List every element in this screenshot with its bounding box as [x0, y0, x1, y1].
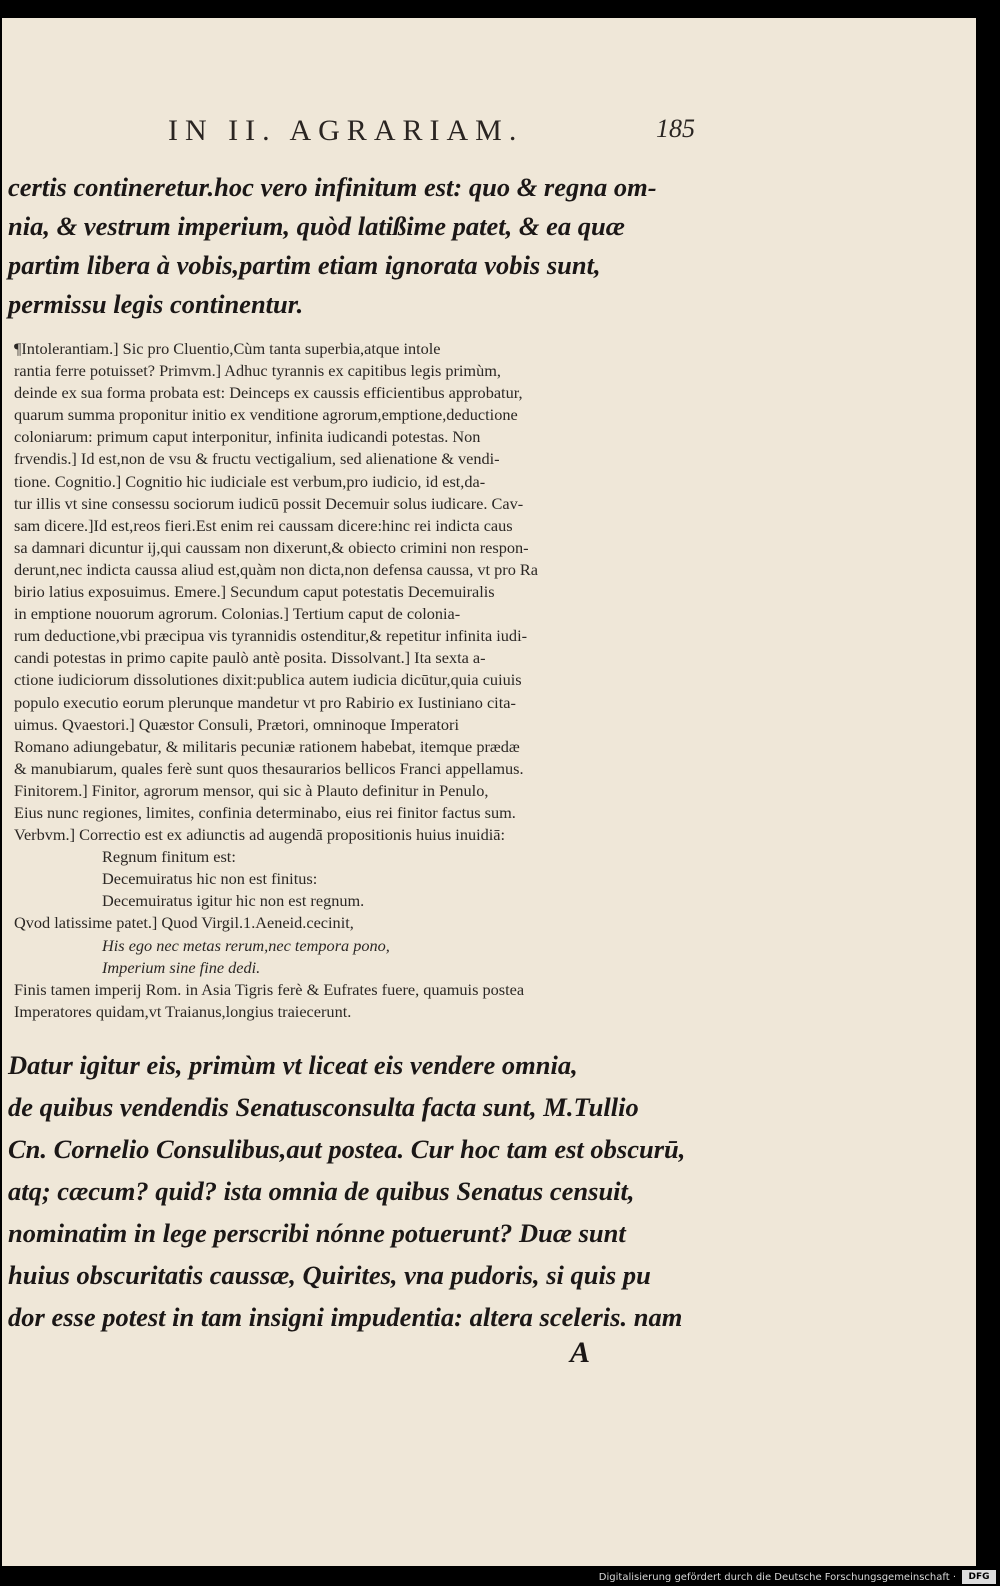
text-line: de quibus vendendis Senatusconsulta facta sunt, M.Tullio [8, 1092, 639, 1122]
catchword: A [570, 1336, 591, 1369]
text-line: permissu legis continentur. [8, 289, 304, 319]
syllogism-line: Decemuiratus igitur hic non est regnum. [102, 891, 365, 911]
text-line: nominatim in lege perscribi nónne potuerunt? Duæ sunt [8, 1218, 626, 1248]
text-line: dor esse potest in tam insigni impudentia: altera sceleris. nam [8, 1302, 683, 1332]
text-line: huius obscuritatis caussæ, Quirites, vna pudoris, si quis pu [8, 1260, 651, 1290]
commentary-line: Verbvm.] Correctio est ex adiunctis ad augendā propositionis huius inuidiā: [14, 825, 506, 845]
syllogism-line: Regnum finitum est: [102, 847, 236, 867]
commentary-line: quarum summa proponitur initio ex venditione agrorum,emptione,deductione [14, 405, 518, 425]
commentary-line: ¶Intolerantiam.] Sic pro Cluentio,Cùm tanta superbia,atque intole [14, 339, 441, 358]
page-number: 185 [656, 114, 695, 143]
digitization-credit: Digitalisierung gefördert durch die Deutsche Forschungsgemeinschaft · [598, 1572, 956, 1583]
commentary-line: birio latius exposuimus. Emere.] Secundum caput potestatis Decemuiralis [14, 582, 495, 602]
commentary-line: sa damnari dicuntur ij,qui caussam non dixerunt,& obiecto crimini non respon- [14, 537, 529, 557]
verse-line: His ego nec metas rerum,nec tempora pono, [102, 935, 390, 955]
commentary-line: Eius nunc regiones, limites, confinia determinabo, eius rei finitor factus sum. [14, 802, 516, 822]
text-line: Datur igitur eis, primùm vt liceat eis vendere omnia, [8, 1050, 578, 1080]
commentary-line: Romano adiungebatur, & militaris pecuniæ rationem habebat, itemque prædæ [14, 736, 520, 756]
dfg-logo: DFG [962, 1570, 996, 1584]
text-line: certis contineretur.hoc vero infinitum est: quo & regna om- [8, 172, 657, 202]
commentary-line: ctione iudiciorum dissolutiones dixit:publica autem iudicia dicūtur,quia cuiuis [14, 670, 522, 690]
commentary-line: tione. Cognitio.] Cognitio hic iudiciale est verbum,pro iudicio, id est,da- [14, 471, 486, 491]
commentary-block [14, 338, 710, 1023]
commentary-line: rum deductione,vbi præcipua vis tyrannidis ostenditur,& repetitur infinita iudi- [14, 626, 528, 646]
main-text-top [8, 168, 712, 324]
commentary-line: coloniarum: primum caput interponitur, infinita iudicandi potestas. Non [14, 427, 481, 447]
commentary-line: Qvod latissime patet.] Quod Virgil.1.Aeneid.cecinit, [14, 913, 354, 933]
commentary-line: tur illis vt sine consessu sociorum iudicū possit Decemuir solus iudicare. Cav- [14, 493, 524, 513]
commentary-line: Imperatores quidam,vt Traianus,longius traiecerunt. [14, 1001, 352, 1021]
verse-line: Imperium sine fine dedi. [102, 957, 261, 977]
commentary-line: Finis tamen imperij Rom. in Asia Tigris ferè & Eufrates fuere, quamuis postea [14, 979, 525, 999]
text-line: Cn. Cornelio Consulibus,aut postea. Cur hoc tam est obscurū, [8, 1134, 686, 1164]
text-line: partim libera à vobis,partim etiam ignorata vobis sunt, [8, 250, 601, 280]
syllogism-line: Decemuiratus hic non est finitus: [102, 869, 318, 889]
running-head [8, 114, 708, 154]
commentary-line: & manubiarum, quales ferè sunt quos thesaurarios bellicos Franci appellamus. [14, 758, 524, 778]
commentary-line: populo executio eorum plerunque mandetur vt pro Rabirio ex Iustiniano cita- [14, 692, 516, 712]
commentary-line: frvendis.] Id est,non de vsu & fructu vectigalium, sed alienatione & vendi- [14, 449, 500, 469]
main-text-bottom [8, 1044, 712, 1338]
commentary-line: sam dicere.]Id est,reos fieri.Est enim rei caussam dicere:hinc rei indicta caus [14, 515, 513, 535]
commentary-line: in emptione nouorum agrorum. Colonias.] Tertium caput de colonia- [14, 604, 461, 624]
commentary-line: candi potestas in primo capite paulò antè posita. Dissolvant.] Ita sexta a- [14, 648, 486, 668]
commentary-line: derunt,nec indicta caussa aliud est,quàm non dicta,non defensa caussa, vt pro Ra [14, 559, 538, 579]
text-line: nia, & vestrum imperium, quòd latißime patet, & ea quæ [8, 211, 625, 241]
commentary-line: Finitorem.] Finitor, agrorum mensor, qui sic à Plauto definitur in Penulo, [14, 780, 489, 800]
commentary-line: uimus. Qvaestori.] Quæstor Consuli, Prætori, omninoque Imperatori [14, 714, 459, 734]
commentary-line: rantia ferre potuisset? Primvm.] Adhuc tyrannis ex capitibus legis primùm, [14, 361, 501, 381]
commentary-line: deinde ex sua forma probata est: Deinceps ex caussis efficientibus approbatur, [14, 383, 523, 403]
running-title: IN II. AGRARIAM. [168, 114, 524, 147]
book-page [2, 18, 976, 1566]
text-line: atq; cæcum? quid? ista omnia de quibus Senatus censuit, [8, 1176, 635, 1206]
